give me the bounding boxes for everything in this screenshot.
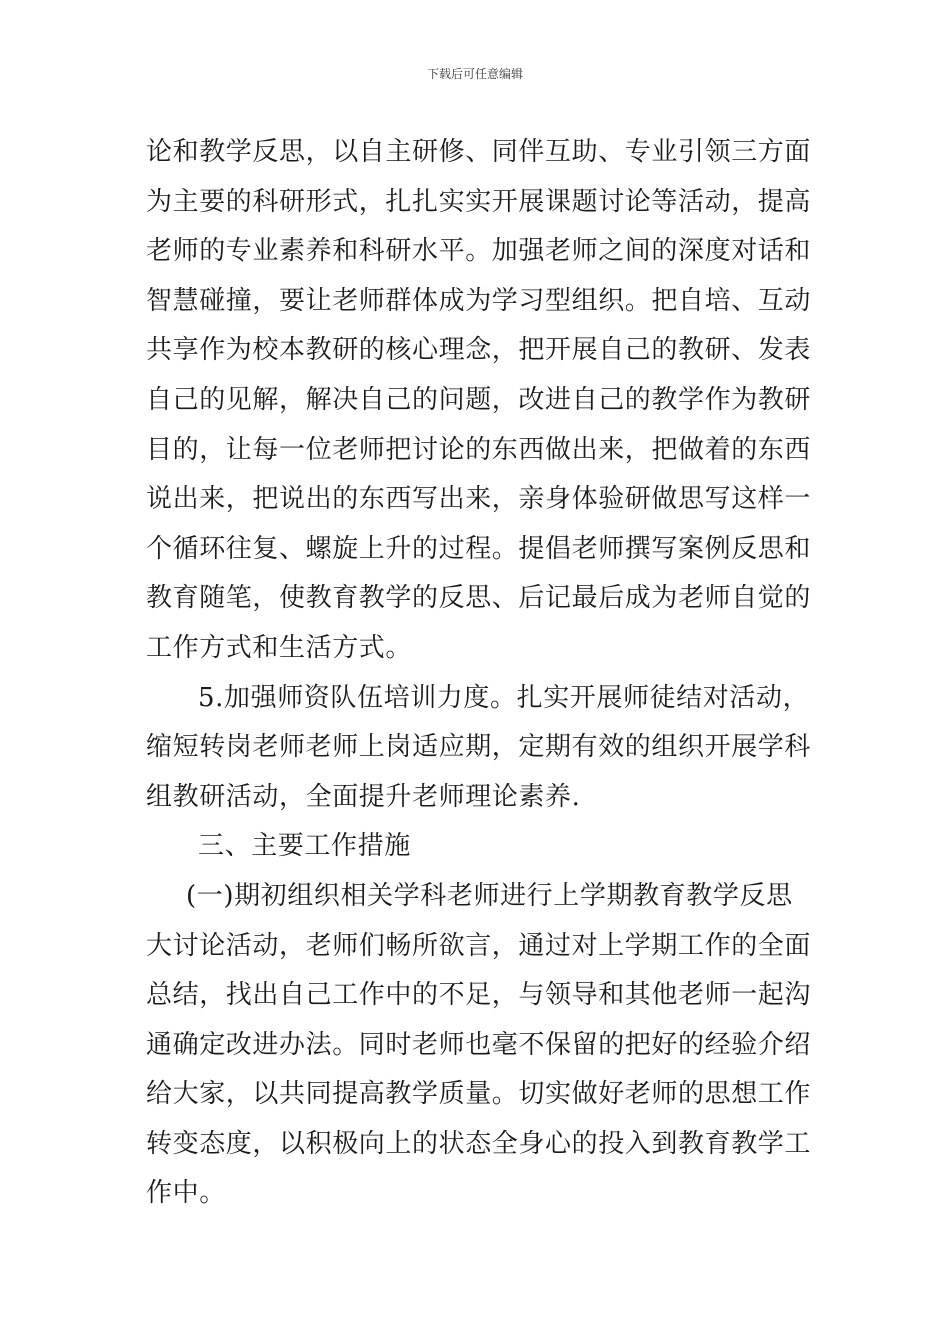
- text-line: 工作方式和生活方式。: [146, 632, 413, 663]
- text-line: 老师的专业素养和科研水平。加强老师之间的深度对话和: [146, 236, 812, 267]
- text-line: 作中。: [146, 1178, 226, 1209]
- text-line: 智慧碰撞，要让老师群体成为学习型组织。把自培、互动: [146, 285, 812, 316]
- section-heading: 三、主要工作措施: [198, 831, 411, 862]
- paragraph-start-line: 5.加强师资队伍培训力度。扎实开展师徒结对活动，: [198, 682, 810, 713]
- text-line: 为主要的科研形式，扎扎实实开展课题讨论等活动，提高: [146, 186, 812, 217]
- page-header: 下载后可任意编辑: [426, 67, 523, 81]
- text-line: 教育随笔，使教育教学的反思、后记最后成为老师自觉的: [146, 583, 812, 614]
- text-line: 通确定改进办法。同时老师也毫不保留的把好的经验介绍: [146, 1029, 812, 1060]
- text-line: 个循环往复、螺旋上升的过程。提倡老师撰写案例反思和: [146, 533, 812, 564]
- text-line: 自己的见解，解决自己的问题，改进自己的教学作为教研: [146, 384, 812, 415]
- text-line: 大讨论活动，老师们畅所欲言，通过对上学期工作的全面: [146, 930, 812, 961]
- text-line: 目的，让每一位老师把讨论的东西做出来，把做着的东西: [146, 434, 812, 465]
- text-line: 缩短转岗老师老师上岗适应期，定期有效的组织开展学科: [146, 732, 812, 763]
- text-line: 总结，找出自己工作中的不足，与领导和其他老师一起沟: [146, 980, 812, 1011]
- text-line: 说出来，把说出的东西写出来，亲身体验研做思写这样一: [146, 484, 812, 515]
- paragraph-start-line: (一)期初组织相关学科老师进行上学期教育教学反思: [186, 880, 793, 911]
- text-line: 转变态度，以积极向上的状态全身心的投入到教育教学工: [146, 1128, 812, 1159]
- text-line: 论和教学反思，以自主研修、同伴互助、专业引领三方面: [146, 137, 812, 167]
- document-body: [146, 128, 811, 1219]
- text-line: 共享作为校本教研的核心理念，把开展自己的教研、发表: [146, 335, 812, 366]
- text-line: 给大家，以共同提高教学质量。切实做好老师的思想工作: [146, 1079, 812, 1110]
- text-line: 组教研活动，全面提升老师理论素养.: [146, 781, 581, 812]
